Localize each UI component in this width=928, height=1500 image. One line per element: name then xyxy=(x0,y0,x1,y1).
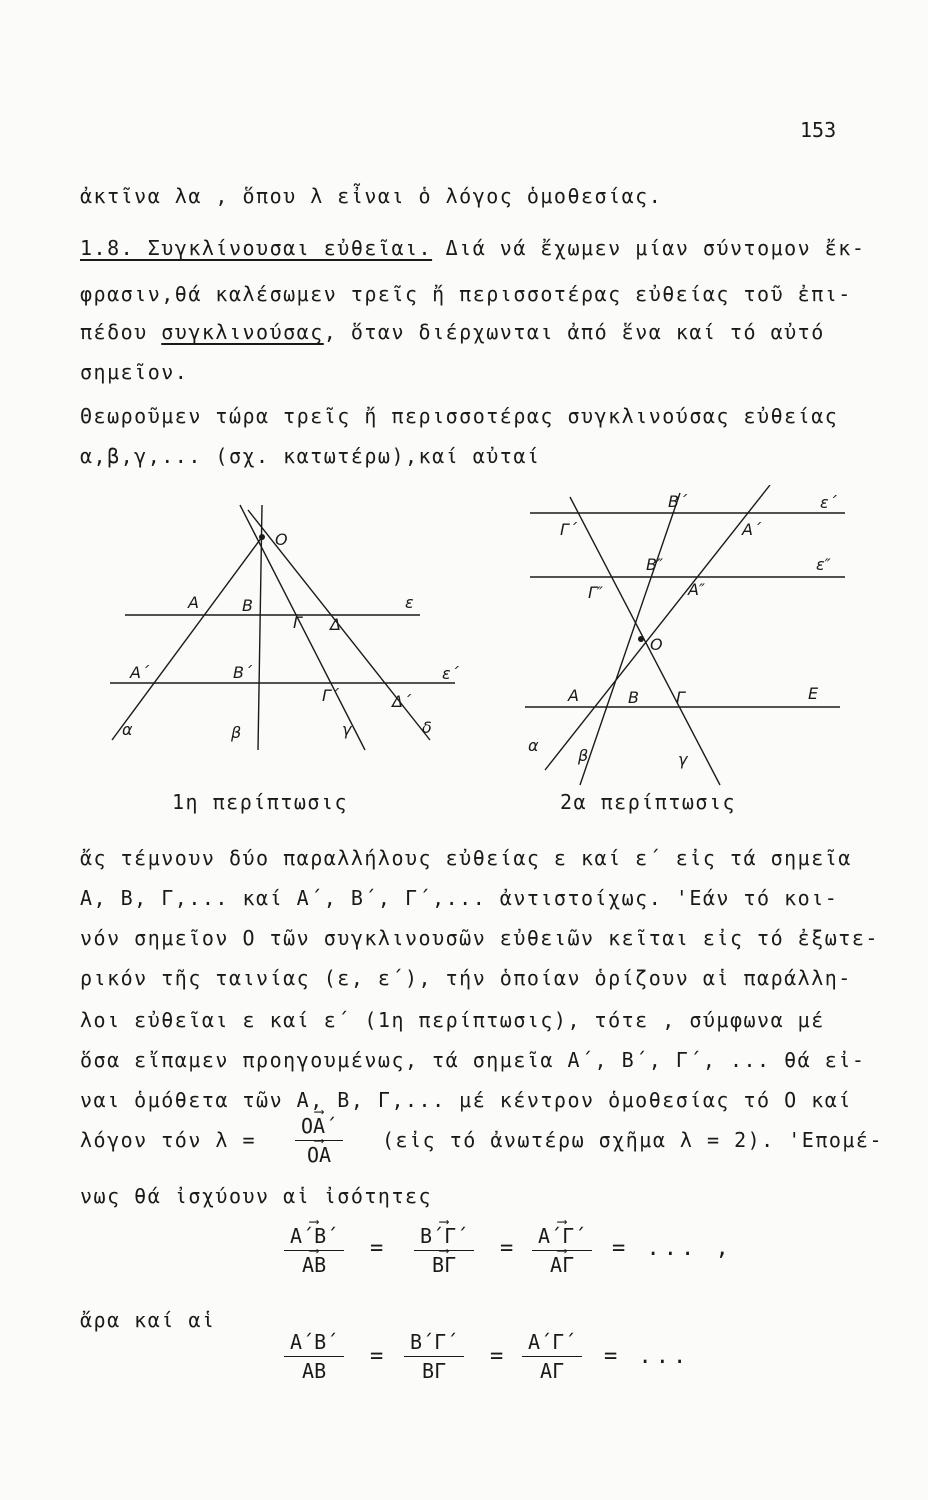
line-alpha xyxy=(112,537,262,740)
label-b1: Β΄ xyxy=(233,663,252,682)
label-g: Γ xyxy=(293,613,302,632)
text-line: νως θά ἰσχύουν αἱ ἰσότητες xyxy=(80,1184,433,1208)
text-span: , ὅταν διέρχωνται ἀπό ἕνα καί τό αὐτό xyxy=(323,320,825,344)
point-o xyxy=(259,534,265,540)
label-a: Α xyxy=(188,593,199,612)
label-beta: β xyxy=(578,746,589,765)
text-line: (εἰς τό ἀνωτέρω σχῆμα λ = 2). 'Επομέ- xyxy=(382,1128,884,1152)
text-span: Διά νά ἔχωμεν μίαν σύντομον ἔκ- xyxy=(432,236,866,260)
equals-sign: = xyxy=(370,1236,384,1261)
lambda-fraction xyxy=(295,1112,343,1169)
section-heading: 1.8. Συγκλίνουσαι εὐθεῖαι. xyxy=(80,236,433,260)
label-e1: ε΄ xyxy=(442,664,459,683)
label-gamma: γ xyxy=(342,720,352,739)
label-o: Ο xyxy=(650,635,663,654)
text-line: ὅσα εἴπαμεν προηγουμένως, τά σημεῖα Α΄, Β΄, Γ΄, ... θά εἰ- xyxy=(80,1048,866,1072)
section-heading-line xyxy=(80,236,865,260)
equation-tail: = ... , xyxy=(612,1236,733,1261)
figure-case-1 xyxy=(100,495,480,775)
lambda-denominator: ⟶ ΟΑ xyxy=(301,1141,337,1169)
eq2-fraction-3 xyxy=(522,1328,582,1385)
label-g1: Γ΄ xyxy=(560,520,577,539)
equals-sign: = xyxy=(490,1344,504,1369)
eq1-den-2: ⟶ ΒΓ xyxy=(426,1251,462,1279)
page-number: 153 xyxy=(800,118,837,142)
label-alpha: α xyxy=(528,736,539,755)
text-line: α,β,γ,... (σχ. κατωτέρω),καί αὐταί xyxy=(80,444,541,468)
label-d: Δ xyxy=(330,615,341,634)
eq2-den-3: ΑΓ xyxy=(540,1359,565,1383)
label-e: ε xyxy=(405,593,414,612)
label-g2: Γ″ xyxy=(588,583,603,602)
label-e1: ε΄ xyxy=(820,493,837,512)
equals-sign: = xyxy=(500,1236,514,1261)
text-line: φρασιν,θά καλέσωμεν τρεῖς ἤ περισσοτέρας εὐθείας τοῦ ἐπι- xyxy=(80,282,852,306)
text-line: λοι εὐθεῖαι ε καί ε΄ (1η περίπτωσις), τότε , σύμφωνα μέ xyxy=(80,1008,825,1032)
eq1-den-3: ⟶ ΑΓ xyxy=(544,1251,580,1279)
eq1-num-1: ⟶ Α΄Β΄ xyxy=(284,1222,344,1251)
caption-case-2: 2α περίπτωσις xyxy=(560,790,737,814)
eq1-fraction-1 xyxy=(284,1222,344,1279)
label-a: Α xyxy=(568,686,579,705)
eq2-fraction-2 xyxy=(404,1328,464,1385)
figure-case-2 xyxy=(520,485,850,790)
eq2-fraction-1 xyxy=(284,1328,344,1385)
eq2-den-1: ΑΒ xyxy=(302,1359,327,1383)
label-gamma: γ xyxy=(678,750,688,769)
label-a2: Α″ xyxy=(688,580,705,599)
eq2-num-3: Α΄Γ΄ xyxy=(522,1328,582,1357)
label-g1: Γ΄ xyxy=(322,686,339,705)
label-e2: ε″ xyxy=(816,555,831,574)
eq2-den-2: ΒΓ xyxy=(422,1359,447,1383)
label-alpha: α xyxy=(122,720,133,739)
lambda-numerator: ⟶ ΟΑ΄ xyxy=(295,1112,343,1141)
defined-term: συγκλινούσας xyxy=(161,320,324,344)
eq2-num-1: Α΄Β΄ xyxy=(284,1328,344,1357)
eq2-num-2: Β΄Γ΄ xyxy=(404,1328,464,1357)
equation-tail: = ... xyxy=(604,1344,691,1369)
text-line: ἄς τέμνουν δύο παραλλήλους εὐθείας ε καί ε΄ εἰς τά σημεῖα xyxy=(80,846,852,870)
label-delta: δ xyxy=(422,718,432,737)
label-beta: β xyxy=(231,723,242,742)
label-d1: Δ΄ xyxy=(392,692,411,711)
text-line: ἄρα καί αἱ xyxy=(80,1308,216,1332)
label-b: Β xyxy=(628,688,639,707)
line-alpha xyxy=(545,485,770,770)
label-b2: Β″ xyxy=(646,555,663,574)
eq1-fraction-2 xyxy=(414,1222,474,1279)
text-line: Θεωροῦμεν τώρα τρεῖς ἤ περισσοτέρας συγκλινούσας εὐθείας xyxy=(80,404,839,428)
text-line: λόγον τόν λ = xyxy=(80,1128,257,1152)
point-o xyxy=(638,636,644,642)
eq1-fraction-3 xyxy=(532,1222,592,1279)
label-b: Β xyxy=(242,596,253,615)
line-gamma xyxy=(570,497,720,785)
eq1-den-1: ⟶ ΑΒ xyxy=(296,1251,332,1279)
line-beta xyxy=(580,493,680,785)
text-line: ναι ὁμόθετα τῶν Α, Β, Γ,... μέ κέντρον ὁμοθεσίας τό Ο καί xyxy=(80,1088,852,1112)
text-line: σημεῖον. xyxy=(80,360,189,384)
label-a1: Α΄ xyxy=(130,663,149,682)
label-o: Ο xyxy=(275,530,288,549)
text-line: ρικόν τῆς ταινίας (ε, ε΄), τήν ὁποίαν ὁρίζουν αἱ παράλλη- xyxy=(80,966,852,990)
text-line xyxy=(80,320,825,344)
text-line: νόν σημεῖον Ο τῶν συγκλινουσῶν εὐθειῶν κεῖται εἰς τό ἐξωτε- xyxy=(80,926,879,950)
text-line: Α, Β, Γ,... καί Α΄, Β΄, Γ΄,... ἀντιστοίχως. 'Εάν τό κοι- xyxy=(80,886,839,910)
label-g: Γ xyxy=(676,688,685,707)
caption-case-1: 1η περίπτωσις xyxy=(172,790,349,814)
label-a1: Α΄ xyxy=(742,520,761,539)
eq1-num-2: ⟶ Β΄Γ΄ xyxy=(414,1222,474,1251)
text-span: πέδου xyxy=(80,320,162,344)
label-b1: Β΄ xyxy=(668,492,687,511)
label-e: Ε xyxy=(808,684,819,703)
eq1-num-3: ⟶ Α΄Γ΄ xyxy=(532,1222,592,1251)
equals-sign: = xyxy=(370,1344,384,1369)
text-line: ἀκτῖνα λα , ὅπου λ εἶναι ὁ λόγος ὁμοθεσίας. xyxy=(80,184,663,208)
